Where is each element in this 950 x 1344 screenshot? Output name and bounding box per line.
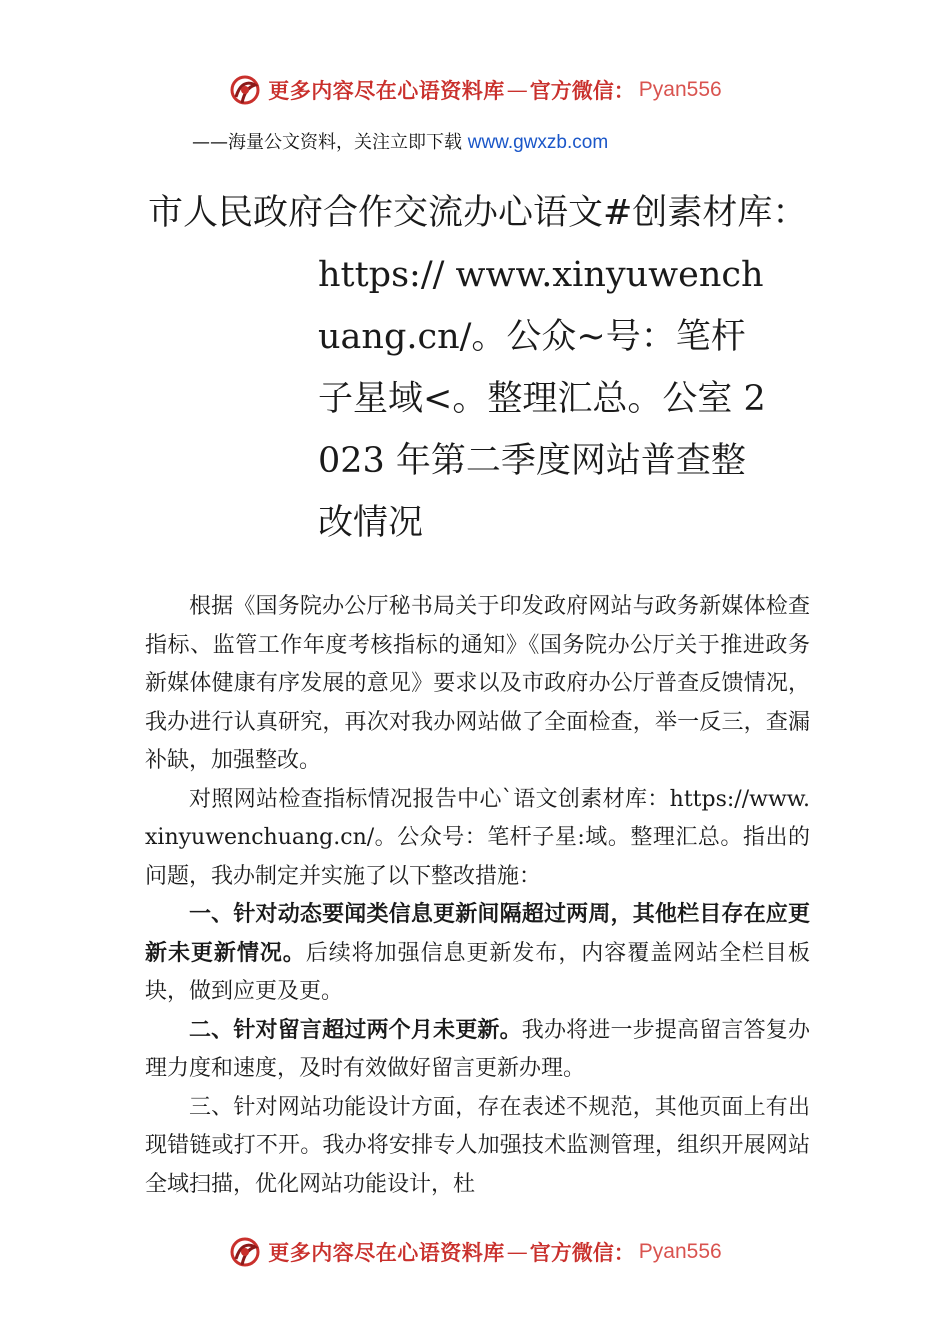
paragraph-5 xyxy=(145,1089,810,1205)
red-ribbon-logo-icon xyxy=(228,1235,262,1269)
title-line-1: 市人民政府合作交流办心语文#创素材库： xyxy=(148,193,808,233)
paragraph-text: 三、针对网站功能设计方面，存在表述不规范，其他页面上有出现错链或打不开。我办将安排专人加强技术监测管理，组织开展网站全域扫描，优化网站功能设计，杜 xyxy=(145,1094,810,1197)
paragraph-bold: 二、针对留言超过两个月未更新。 xyxy=(189,1017,522,1043)
banner-separator: — xyxy=(506,1240,528,1264)
document-title xyxy=(148,182,808,554)
footer-banner xyxy=(0,1232,950,1272)
paragraph-text: 后续将加强信息更新发布，内容覆盖网站全栏目板块，做到应更及更。 xyxy=(145,940,810,1004)
banner-main-text: 更多内容尽在心语资料库 xyxy=(268,78,505,103)
title-rest: https:// www.xinyuwenchuang.cn/。公众~号：笔杆子星域<。整理汇总。公室 2023 年第二季度网站普查整改情况 xyxy=(318,255,766,543)
paragraph-bold: 一、针对动态要闻类信息更新间隔超过两周，其他栏目存在应更新未更新情况。 xyxy=(145,902,810,966)
header-banner xyxy=(0,70,950,110)
paragraph-3 xyxy=(145,896,810,1012)
paragraph-text: 对照网站检查指标情况报告中心`语文创素材库：https://www.xinyuwenchuang.cn/。公众号：笔杆子星:域。整理汇总。指出的问题，我办制定并实施了以下整改措施： xyxy=(145,786,810,889)
subheader-line xyxy=(192,128,608,154)
subheader-link[interactable]: www.gwxzb.com xyxy=(467,132,609,153)
banner-separator: — xyxy=(506,78,528,102)
banner-wechat-label: 官方微信： xyxy=(529,1240,635,1265)
banner-main-text: 更多内容尽在心语资料库 xyxy=(268,1240,505,1265)
paragraph-text: 根据《国务院办公厅秘书局关于印发政府网站与政务新媒体检查指标、监管工作年度考核指标的通知》《国务院办公厅关于推进政务新媒体健康有序发展的意见》要求以及市政府办公厅普查反馈情况，我办进行认真研究，再次对我办网站做了全面检查，举一反三，查漏补缺，加强整改。 xyxy=(145,594,810,773)
paragraph-text: 我办将进一步提高留言答复办理力度和速度，及时有效做好留言更新办理。 xyxy=(145,1017,810,1081)
red-ribbon-logo-icon xyxy=(228,73,262,107)
document-body xyxy=(145,588,810,1204)
paragraph-2 xyxy=(145,781,810,897)
banner-wechat-id: Pyan556 xyxy=(638,1240,722,1263)
paragraph-1 xyxy=(145,588,810,781)
banner-wechat-label: 官方微信： xyxy=(529,78,635,103)
banner-wechat-id: Pyan556 xyxy=(638,78,722,101)
subheader-text: ——海量公文资料，关注立即下载 xyxy=(192,132,468,153)
paragraph-4 xyxy=(145,1012,810,1089)
